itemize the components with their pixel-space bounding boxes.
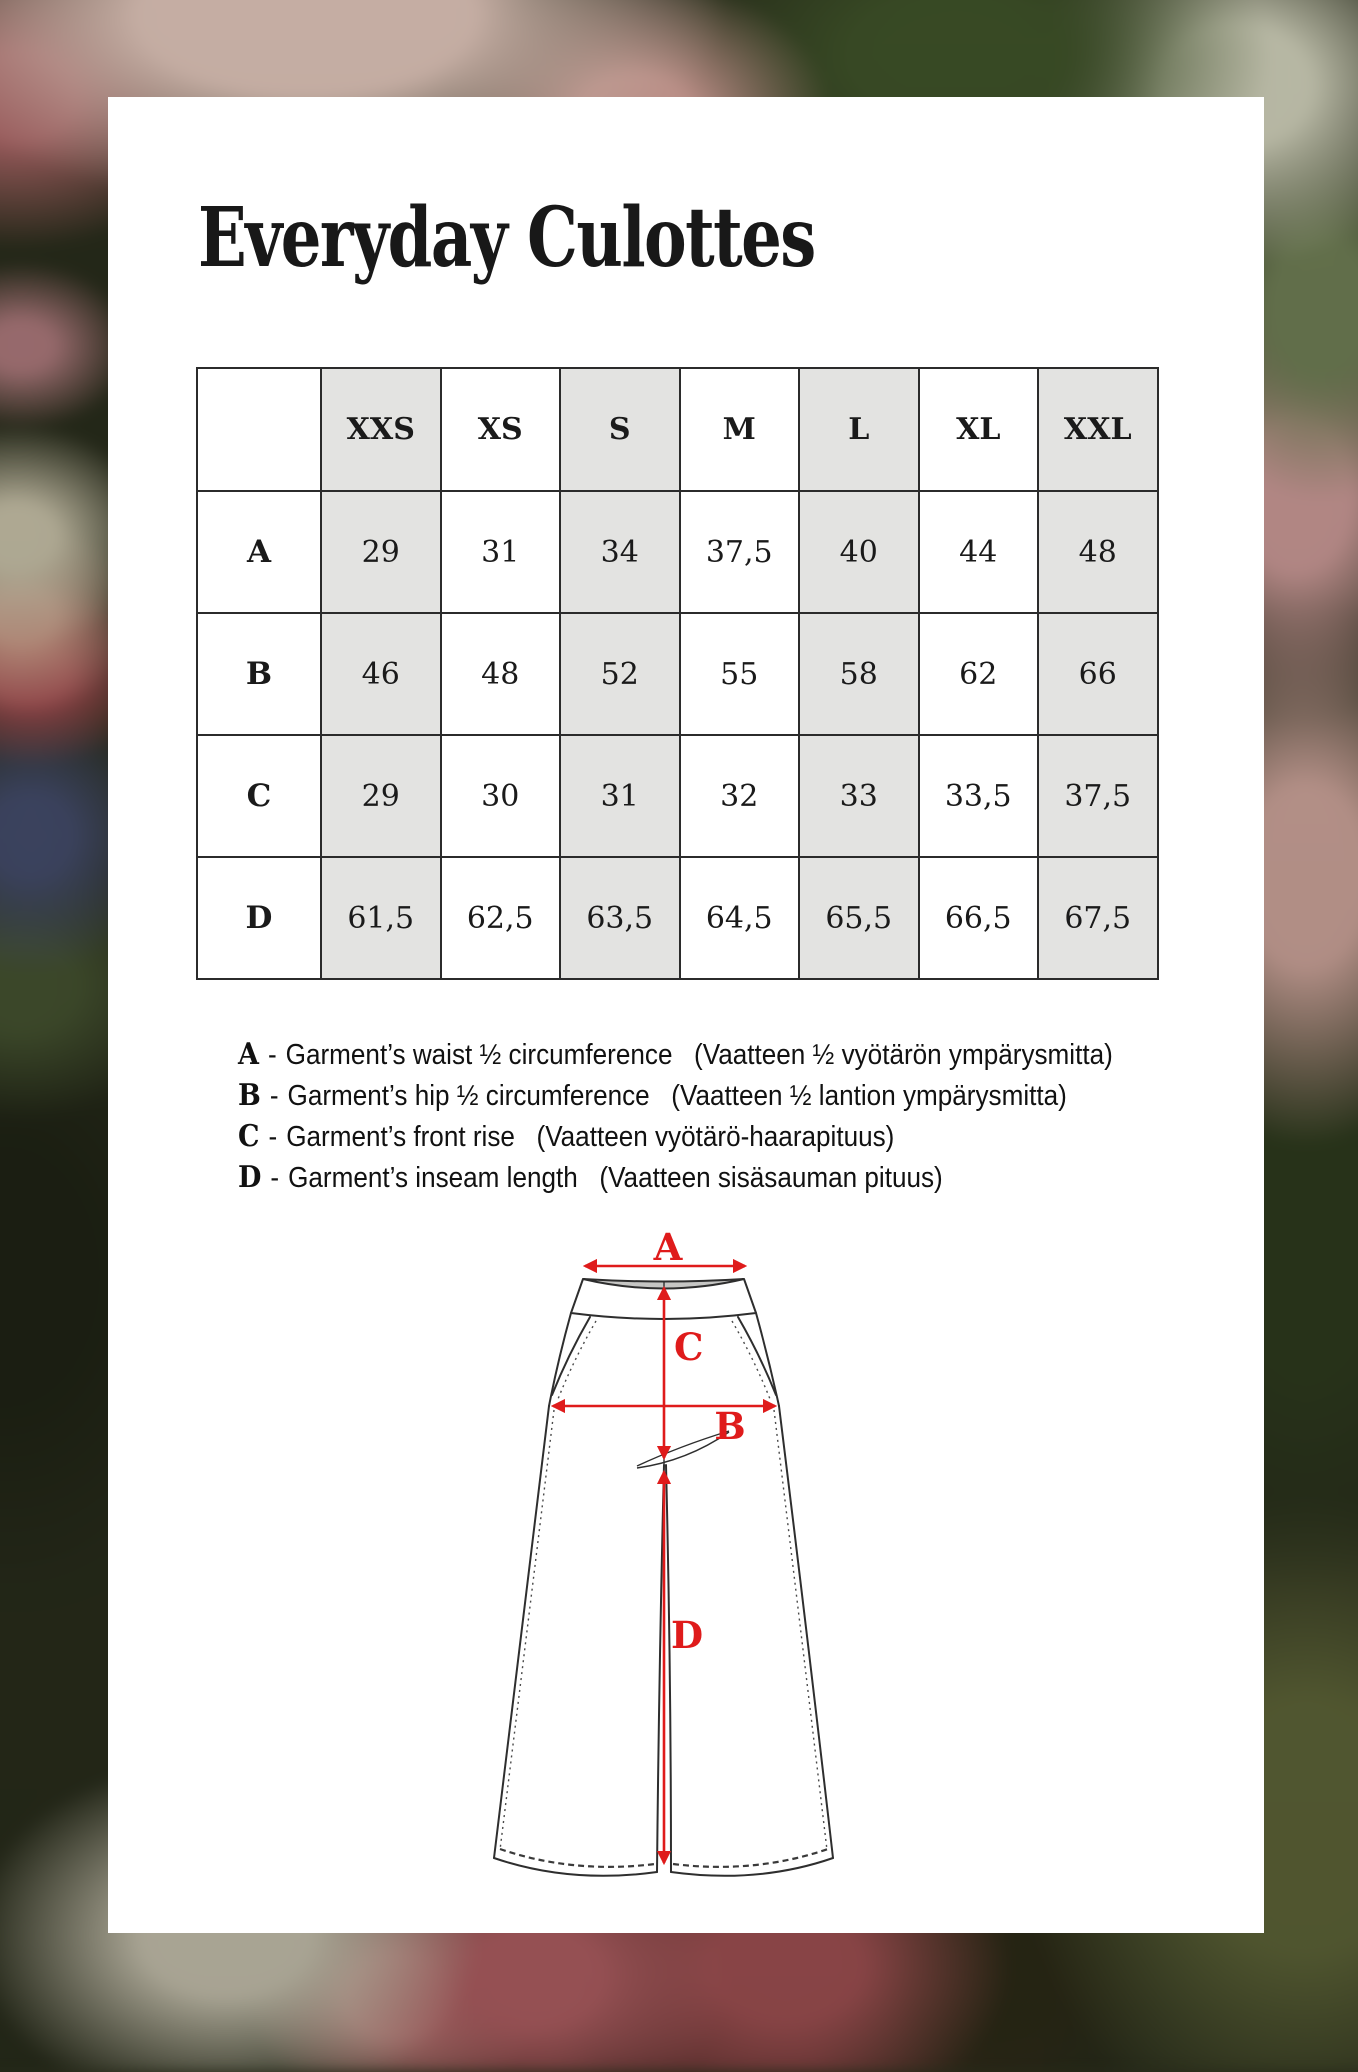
table-cell: 29	[321, 491, 441, 613]
culottes-measurement-diagram	[440, 1220, 920, 1920]
size-col-header-m: M	[680, 368, 800, 491]
size-col-header-s: S	[560, 368, 680, 491]
legend-text-fi: (Vaatteen ½ vyötärön ympärysmitta)	[694, 1039, 1113, 1071]
size-table	[196, 367, 1159, 980]
legend-key: C	[238, 1119, 260, 1154]
table-cell: 58	[799, 613, 919, 735]
table-cell: 63,5	[560, 857, 680, 979]
table-cell: 40	[799, 491, 919, 613]
legend-key: A	[238, 1037, 259, 1072]
table-row-b	[197, 613, 1158, 735]
pocket-right	[738, 1317, 776, 1395]
table-cell: 32	[680, 735, 800, 857]
legend-text-en: Garment’s hip ½ circumference	[287, 1080, 650, 1112]
row-label-b: B	[197, 613, 321, 735]
label-b: B	[714, 1404, 746, 1448]
size-col-header-xxs: XXS	[321, 368, 441, 491]
table-cell: 67,5	[1038, 857, 1158, 979]
table-cell: 31	[560, 735, 680, 857]
legend-key: D	[238, 1160, 262, 1195]
table-cell: 37,5	[1038, 735, 1158, 857]
size-guide-card	[108, 97, 1264, 1933]
legend-separator: -	[269, 1080, 279, 1112]
measurement-arrows	[553, 1266, 775, 1863]
size-table-header-row	[197, 368, 1158, 491]
row-label-d: D	[197, 857, 321, 979]
legend-separator: -	[267, 1039, 277, 1071]
table-row-a	[197, 491, 1158, 613]
size-table-corner-cell	[197, 368, 321, 491]
table-cell: 48	[1038, 491, 1158, 613]
label-a: A	[653, 1225, 683, 1269]
legend-separator: -	[268, 1121, 278, 1153]
table-cell: 61,5	[321, 857, 441, 979]
legend-item-d	[238, 1157, 1113, 1198]
table-cell: 52	[560, 613, 680, 735]
size-col-header-xl: XL	[919, 368, 1039, 491]
legend-text-en: Garment’s inseam length	[288, 1162, 578, 1194]
legend-text-en: Garment’s waist ½ circumference	[285, 1039, 673, 1071]
table-cell: 66,5	[919, 857, 1039, 979]
legend-separator: -	[270, 1162, 280, 1194]
legend-key: B	[238, 1078, 261, 1113]
legend-item-a	[238, 1034, 1113, 1075]
size-col-header-xs: XS	[441, 368, 561, 491]
table-cell: 62,5	[441, 857, 561, 979]
table-cell: 29	[321, 735, 441, 857]
page-title: Everyday Culottes	[198, 190, 815, 286]
legend-text-fi: (Vaatteen sisäsauman pituus)	[599, 1162, 943, 1194]
legend-text-fi: (Vaatteen ½ lantion ympärysmitta)	[671, 1080, 1067, 1112]
row-label-a: A	[197, 491, 321, 613]
table-cell: 48	[441, 613, 561, 735]
table-cell: 64,5	[680, 857, 800, 979]
table-cell: 66	[1038, 613, 1158, 735]
table-cell: 31	[441, 491, 561, 613]
size-col-header-xxl: XXL	[1038, 368, 1158, 491]
label-d: D	[671, 1613, 704, 1657]
legend-item-c	[238, 1116, 1113, 1157]
table-cell: 62	[919, 613, 1039, 735]
label-c: C	[674, 1325, 704, 1369]
table-cell: 46	[321, 613, 441, 735]
table-cell: 34	[560, 491, 680, 613]
table-cell: 65,5	[799, 857, 919, 979]
table-cell: 30	[441, 735, 561, 857]
table-cell: 37,5	[680, 491, 800, 613]
table-cell: 33,5	[919, 735, 1039, 857]
table-cell: 55	[680, 613, 800, 735]
table-row-d	[197, 857, 1158, 979]
table-cell: 33	[799, 735, 919, 857]
row-label-c: C	[197, 735, 321, 857]
measurement-legend	[238, 1034, 1113, 1198]
pocket-left	[552, 1317, 590, 1395]
table-row-c	[197, 735, 1158, 857]
size-col-header-l: L	[799, 368, 919, 491]
table-cell: 44	[919, 491, 1039, 613]
legend-text-fi: (Vaatteen vyötärö-haarapituus)	[536, 1121, 895, 1153]
legend-text-en: Garment’s front rise	[286, 1121, 515, 1153]
legend-item-b	[238, 1075, 1113, 1116]
